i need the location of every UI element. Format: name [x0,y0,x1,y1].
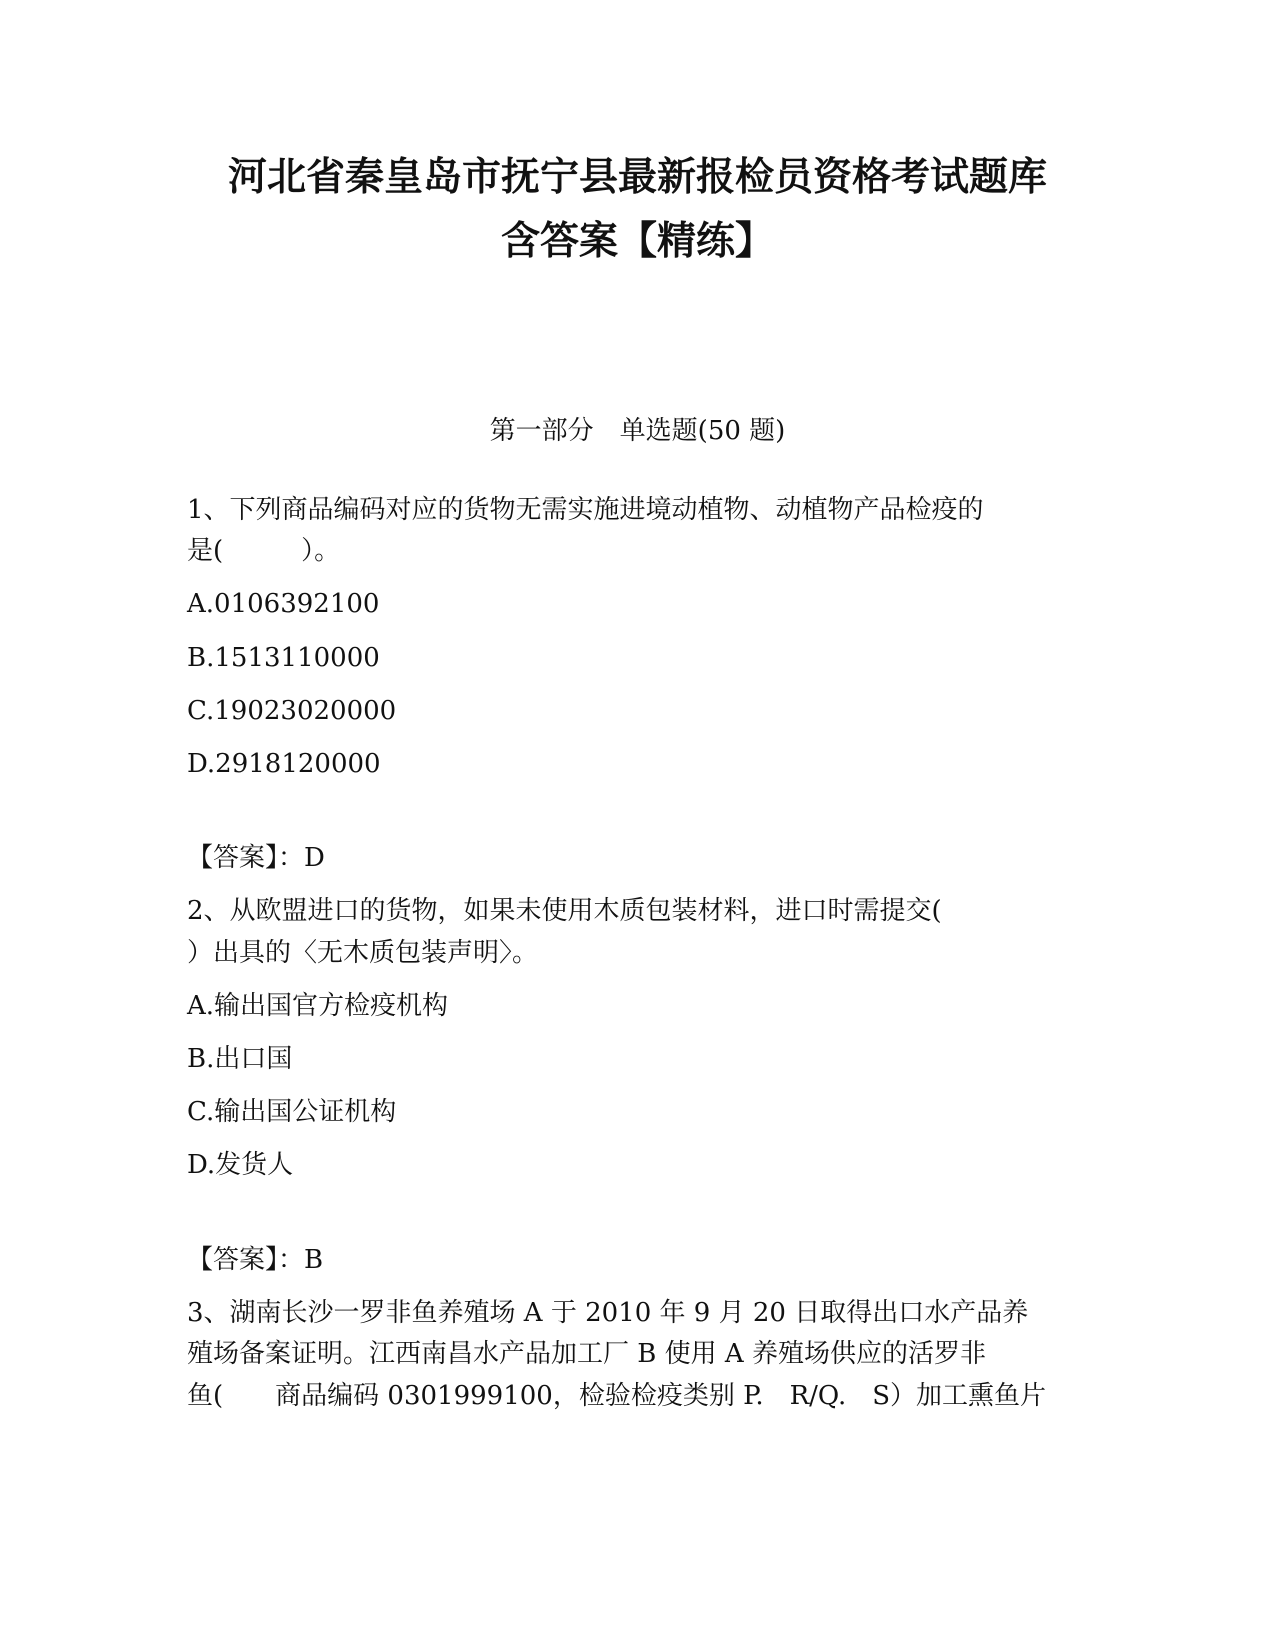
question-2-option-a: A.输出国官方检疫机构 [187,991,449,1021]
question-3-stem-line-2: 殖场备案证明。江西南昌水产品加工厂 B 使用 A 养殖场供应的活罗非 [187,1339,986,1369]
document-title-line-1: 河北省秦皇岛市抚宁县最新报检员资格考试题库 [227,155,1047,200]
question-1-option-c: C.19023020000 [187,696,397,726]
question-1-option-a: A.0106392100 [187,589,380,619]
document-title-line-2: 含答案【精练】 [500,219,774,264]
question-1-stem-line-2: 是( ）。 [187,536,341,566]
question-2-answer: 【答案】：B [187,1245,324,1275]
question-2-option-d: D.发货人 [187,1150,294,1180]
question-1-option-d: D.2918120000 [187,749,381,779]
question-1-stem-line-1: 1、下列商品编码对应的货物无需实施进境动植物、动植物产品检疫的 [187,495,984,525]
question-1-answer: 【答案】：D [187,843,325,873]
question-3-stem-line-3: 鱼( 商品编码 0301999100，检验检疫类别 P. R/Q. S）加工熏鱼片 [187,1381,1047,1411]
question-2-stem-line-1: 2、从欧盟进口的货物，如果未使用木质包装材料，进口时需提交( [187,896,942,926]
question-2-option-c: C.输出国公证机构 [187,1097,397,1127]
question-2-option-b: B.出口国 [187,1044,293,1074]
section-heading: 第一部分 单选题(50 题) [489,416,786,446]
question-1-option-b: B.1513110000 [187,643,380,673]
question-2-stem-line-2: ）出具的〈无木质包装声明〉。 [187,938,539,968]
question-3-stem-line-1: 3、湖南长沙一罗非鱼养殖场 A 于 2010 年 9 月 20 日取得出口水产品养 [187,1298,1029,1328]
